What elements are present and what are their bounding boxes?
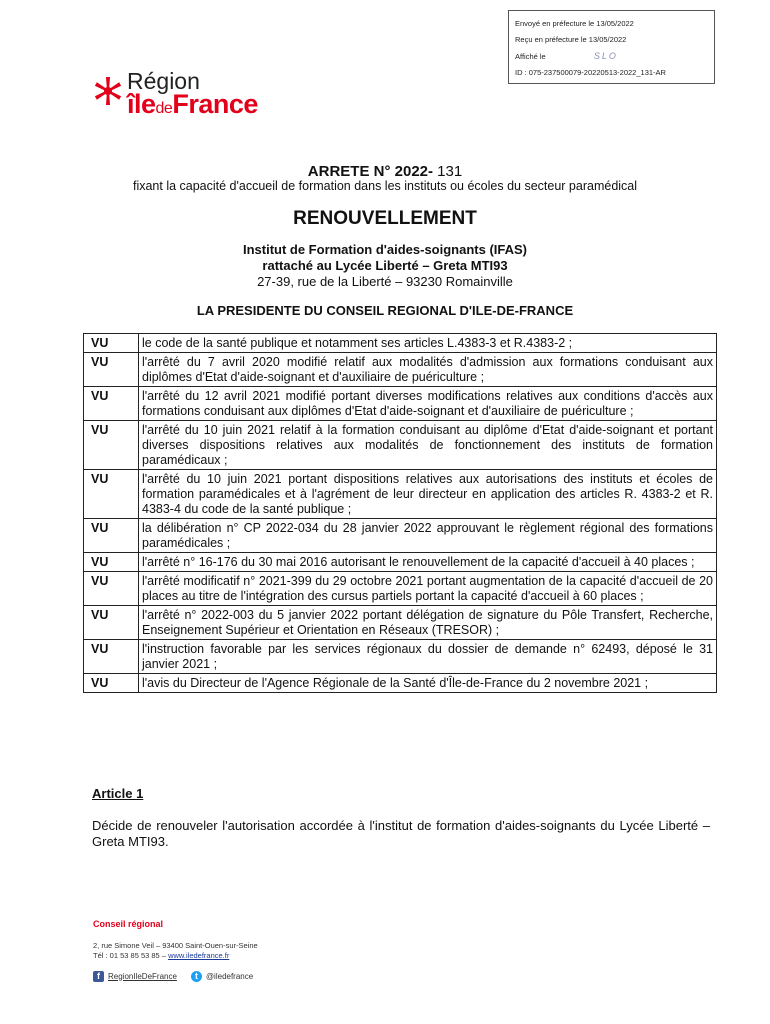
vu-text: l'arrêté n° 2022-003 du 5 janvier 2022 portant délégation de signature du Pôle Transfert, Recherche, Enseignement Supérieur et Orientation en Réseaux (TRESOR) ; <box>139 606 717 640</box>
presidente-heading: LA PRESIDENTE DU CONSEIL REGIONAL D'ILE-DE-FRANCE <box>196 303 574 318</box>
vu-text: l'arrêté du 10 juin 2021 relatif à la formation conduisant au diplôme d'Etat d'aide-soignant et portant diverses dispositions relatives aux modalités de fonctionnement des instituts de formation paramédicaux ; <box>139 421 717 470</box>
vu-text: l'arrêté n° 16-176 du 30 mai 2016 autorisant le renouvellement de la capacité d'accueil à 40 places ; <box>139 553 717 572</box>
stamp-received-line: Reçu en préfecture le 13/05/2022 <box>515 35 627 44</box>
vu-row <box>84 553 717 572</box>
arrete-subtitle: fixant la capacité d'accueil de formation dans les instituts ou écoles du secteur paramédical <box>132 179 638 193</box>
vu-row <box>84 334 717 353</box>
twitter-handle[interactable]: @iledefrance <box>205 971 254 981</box>
vu-text: l'arrêté du 12 avril 2021 modifié portant diverses modifications relatives aux conditions d'accès aux formations conduisant aux diplômes d'Etat d'aide-soignant et d'auxiliaire de puériculture ; <box>139 387 717 421</box>
arrete-number: 131 <box>437 163 463 180</box>
vu-row <box>84 519 717 553</box>
institution-address: 27-39, rue de la Liberté – 93230 Romainville <box>257 274 513 289</box>
institution-attachment: rattaché au Lycée Liberté – Greta MTI93 <box>262 258 508 273</box>
vu-text: l'avis du Directeur de l'Agence Régionale de la Santé d'Île-de-France du 2 novembre 2021 ; <box>139 674 717 693</box>
stamp-posted-line <box>515 48 708 65</box>
stamp-signature: SLO <box>593 51 618 61</box>
page-footer <box>93 919 258 982</box>
vu-key: VU <box>84 674 139 693</box>
vu-text: l'instruction favorable par les services régionaux du dossier de demande n° 62493, déposé le 31 janvier 2021 ; <box>139 640 717 674</box>
vu-key: VU <box>84 334 139 353</box>
vu-text: le code de la santé publique et notamment ses articles L.4383-3 et R.4383-2 ; <box>139 334 717 353</box>
logo-france: France <box>172 89 258 119</box>
stamp-posted-label: Affiché le <box>515 52 546 61</box>
stamp-id-line: ID : 075-237500079-20220513-2022_131-AR <box>515 68 666 77</box>
vu-key: VU <box>84 553 139 572</box>
stamp-sent-line: Envoyé en préfecture le 13/05/2022 <box>515 19 634 28</box>
vu-text: l'arrêté modificatif n° 2021-399 du 29 octobre 2021 portant augmentation de la capacité d'accueil de 20 places au titre de l'intégration des cursus partiels portant la capacité d'accueil à 60 places ; <box>139 572 717 606</box>
arrete-label: ARRETE N° 2022- <box>307 163 438 180</box>
footer-social <box>93 971 258 982</box>
vu-key: VU <box>84 387 139 421</box>
vu-key: VU <box>84 606 139 640</box>
footer-address: 2, rue Simone Veil – 93400 Saint-Ouen-sur-Seine <box>93 941 258 950</box>
vu-row <box>84 470 717 519</box>
logo-region-text: Région <box>127 68 200 94</box>
vu-text: l'arrêté du 10 juin 2021 portant dispositions relatives aux autorisations des instituts et écoles de formation paramédicales et à l'agrément de leur directeur en application des articles R. 4383-2 et R. 4383-4 du code de la santé publique ; <box>139 470 717 519</box>
facebook-icon: f <box>93 971 104 982</box>
institution-name: Institut de Formation d'aides-soignants (IFAS) <box>242 242 528 257</box>
vu-row <box>84 421 717 470</box>
footer-tel: Tél : 01 53 85 53 85 – <box>93 951 169 960</box>
vu-key: VU <box>84 421 139 470</box>
logo-idf-text <box>127 89 258 120</box>
vu-key: VU <box>84 519 139 553</box>
website-link[interactable]: www.iledefrance.fr <box>168 951 230 960</box>
vu-table <box>83 333 717 693</box>
vu-key: VU <box>84 640 139 674</box>
footer-contact <box>93 951 258 961</box>
logo-ile: île <box>127 89 156 119</box>
article-1-title: Article 1 <box>92 786 144 801</box>
logo-de: de <box>155 100 173 117</box>
vu-row <box>84 353 717 387</box>
vu-text: l'arrêté du 7 avril 2020 modifié relatif aux modalités d'admission aux formations conduisant aux diplômes d'Etat d'aide-soignant et d'auxiliaire de puériculture ; <box>139 353 717 387</box>
renouvellement-heading: RENOUVELLEMENT <box>293 208 477 229</box>
vu-text: la délibération n° CP 2022-034 du 28 janvier 2022 approuvant le règlement régional des formations paramédicales ; <box>139 519 717 553</box>
article-1-text: Décide de renouveler l'autorisation accordée à l'institut de formation d'aides-soignants du Lycée Liberté – Greta MTI93. <box>92 818 710 849</box>
vu-row <box>84 640 717 674</box>
vu-key: VU <box>84 353 139 387</box>
facebook-link[interactable]: RegionIleDeFrance <box>108 971 177 981</box>
star-icon <box>93 76 123 106</box>
vu-row <box>84 572 717 606</box>
arrete-title <box>0 163 770 180</box>
vu-key: VU <box>84 470 139 519</box>
vu-row <box>84 606 717 640</box>
vu-row <box>84 674 717 693</box>
prefecture-stamp <box>508 10 715 84</box>
twitter-icon: t <box>191 971 202 982</box>
footer-conseil: Conseil régional <box>93 919 164 929</box>
vu-row <box>84 387 717 421</box>
vu-key: VU <box>84 572 139 606</box>
region-logo <box>93 68 313 118</box>
